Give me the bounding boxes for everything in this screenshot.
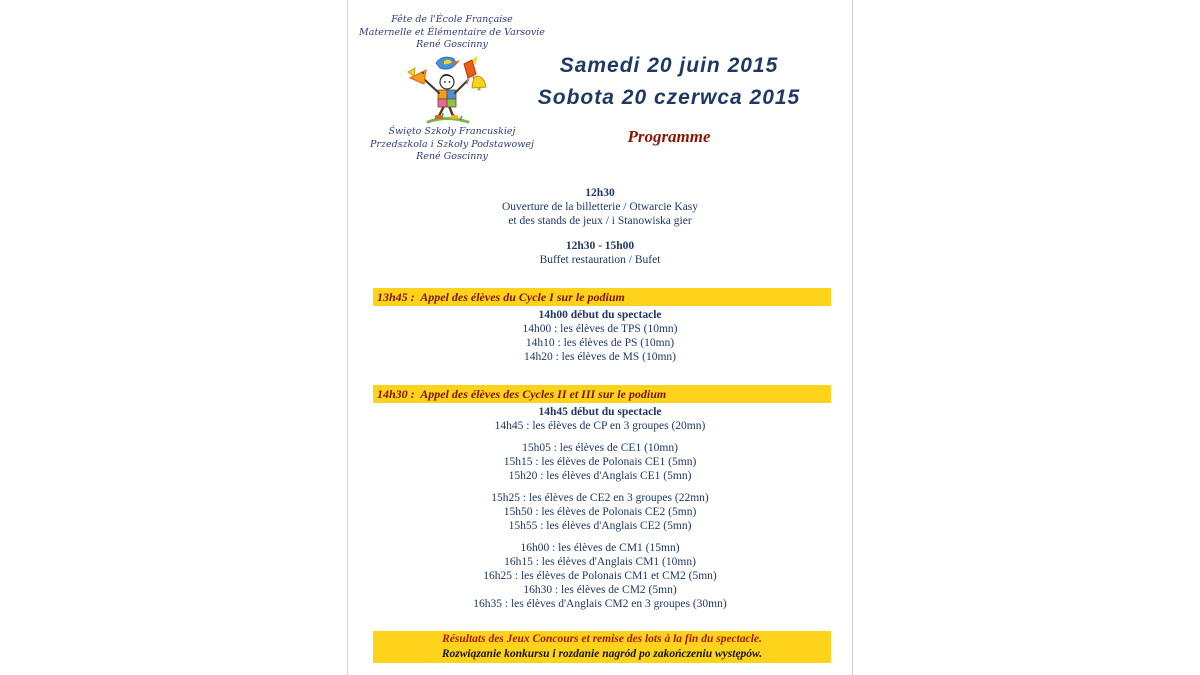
schedule-line: Ouverture de la billetterie / Otwarcie Kasy <box>501 201 699 213</box>
head <box>440 74 454 89</box>
cycles2-3-schedule <box>348 405 852 611</box>
cycle1-schedule <box>348 308 852 364</box>
school-name-line: Fête de l'École Française <box>391 14 513 25</box>
school-name-line: René Goscinny <box>416 151 488 162</box>
section-banner-cycle1: 13h45 : Appel des élèves du Cycle I sur le podium <box>373 288 831 306</box>
section-banner-cycles2-3: 14h30 : Appel des élèves des Cycles II et III sur le podium <box>373 385 831 403</box>
pre-schedule <box>348 186 852 267</box>
schedule-line: 14h00 : les élèves de TPS (10mn) <box>522 323 678 335</box>
juggling-child-logo-icon <box>402 54 490 128</box>
school-name-line: Maternelle et Élémentaire de Varsovie <box>359 26 545 38</box>
school-name-line: René Goscinny <box>416 39 488 50</box>
schedule-line: 16h30 : les élèves de CM2 (5mn) <box>523 584 677 596</box>
document-page <box>347 0 853 675</box>
schedule-line: 16h15 : les élèves d'Anglais CM1 (10mn) <box>504 556 696 568</box>
results-line-french: Résultats des Jeux Concours et remise des lots à la fin du spectacle. <box>442 633 762 645</box>
schedule-line: et des stands de jeux / i Stanowiska gier <box>508 215 692 227</box>
schedule-line: 15h25 : les élèves de CE2 en 3 groupes (22mn) <box>491 492 709 504</box>
schedule-line: 16h25 : les élèves de Polonais CM1 et CM2 (5mn) <box>483 570 717 582</box>
schedule-line: 14h20 : les élèves de MS (10mn) <box>523 351 677 363</box>
time-heading: 12h30 <box>585 187 615 199</box>
school-name-french <box>356 14 548 52</box>
schedule-line: 15h15 : les élèves de Polonais CE1 (5mn) <box>503 456 697 468</box>
schedule-line: 15h55 : les élèves d'Anglais CE2 (5mn) <box>508 520 692 532</box>
schedule-line: 14h45 : les élèves de CP en 3 groupes (20mn) <box>494 420 706 432</box>
section-heading: 14h45 début du spectacle <box>538 406 662 418</box>
schedule-line: 16h35 : les élèves d'Anglais CM2 en 3 groupes (30mn) <box>473 598 727 610</box>
time-heading: 12h30 - 15h00 <box>565 240 635 252</box>
programme-title: Programme <box>627 127 711 146</box>
event-date-polish: Sobota 20 czerwca 2015 <box>537 86 801 109</box>
schedule-line: 14h10 : les élèves de PS (10mn) <box>525 337 675 349</box>
schedule-line: Buffet restauration / Bufet <box>539 254 661 266</box>
shoe <box>451 115 458 119</box>
schedule-line: 15h50 : les élèves de Polonais CE2 (5mn) <box>503 506 697 518</box>
section-heading: 14h00 début du spectacle <box>538 309 662 321</box>
shoe <box>435 115 442 119</box>
bird-left-icon <box>408 68 426 84</box>
bell-right-icon <box>472 76 486 91</box>
grass-icon <box>428 113 468 122</box>
school-name-line: Przedszkola i Szkoły Podstawowej <box>370 138 534 150</box>
schedule-line: 15h20 : les élèves d'Anglais CE1 (5mn) <box>508 470 692 482</box>
school-name-line: Święto Szkoły Francuskiej <box>388 126 516 137</box>
results-banner <box>373 631 831 663</box>
event-dates <box>504 50 834 114</box>
schedule-line: 16h00 : les élèves de CM1 (15mn) <box>520 542 680 554</box>
event-date-french: Samedi 20 juin 2015 <box>559 54 779 77</box>
patchwork-body <box>438 90 456 107</box>
bird-top-icon <box>436 57 460 69</box>
legs <box>439 106 453 116</box>
results-line-polish: Rozwiązanie konkursu i rozdanie nagród po zakończeniu występów. <box>441 648 763 660</box>
schedule-line: 15h05 : les élèves de CE1 (10mn) <box>522 442 678 454</box>
